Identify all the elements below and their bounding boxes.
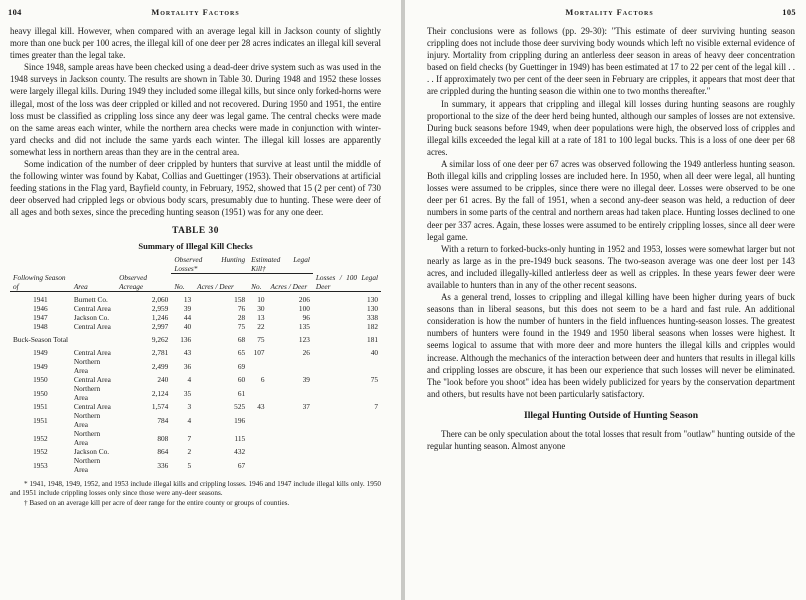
table-row [10,348,381,357]
table-cell: 808 [157,433,169,443]
table-cell [248,384,267,402]
table-cell: 67 [237,460,246,470]
table-cell: 336 [157,460,169,470]
table-row [10,402,381,411]
col-header-legal-no: No. [251,282,262,292]
table-cell: Northern Area [73,357,101,376]
table-cell: 65 [237,348,246,358]
group-header-observed: Observed Hunting Losses* [171,255,248,274]
total-cell: 123 [298,335,310,345]
total-cell: 68 [237,335,246,345]
table-cell: 1941 [33,295,48,305]
table-cell: 206 [298,295,310,305]
table-cell: 69 [237,361,246,371]
table-cell: 44 [183,313,192,323]
table-cell: 1951 [33,402,48,412]
table-cell: 13 [257,313,265,323]
table-cell: 100 [298,304,310,314]
illegal-kill-table [10,255,381,475]
table-cell: Northern Area [73,411,101,430]
table-cell [248,447,267,456]
left-page-header [8,8,383,17]
table-row [10,313,381,322]
table-row [10,304,381,313]
table-cell: 240 [157,375,169,385]
table-cell: 2,781 [151,348,169,358]
right-paragraph: There can be only speculation about the total losses that result from "outlaw" hunting outside of the regular hunting season. Almost anyone [427,429,795,452]
right-page-body [427,25,795,452]
left-page [0,0,401,600]
table-cell: 2,124 [151,388,169,398]
col-header-observed-no: No. [174,282,185,292]
left-page-number: 104 [8,8,22,17]
table-cell: 40 [183,322,192,332]
right-paragraph: A similar loss of one deer per 67 acres was observed following the 1949 antlerless hunting season. Both illegal kills and crippling losses are included here. In 1950, when all deer were legal, all hunting losses were assumed to be cripples, since there were no illegal deer. Losses were observed to be one deer per 61 acres. By the fall of 1951, when a second any-deer season was held, a reduction of deer numbers in some parts of the central and northern areas had taken place. Hunting losses declined to one deer per 337 acres. Again, these losses were assumed to be entirely crippling losses, since all deer were legal game. [427,159,795,242]
table-cell: 40 [370,348,378,358]
table-cell: 1947 [33,313,48,323]
table-cell: Northern Area [73,456,101,475]
col-header-acreage: Observed Acreage [119,273,148,292]
table-cell: Central Area [73,322,111,332]
table-rows-later-seasons [10,348,381,474]
table-cell: 1949 [33,348,48,358]
table-cell [313,411,381,429]
table-cell: 35 [183,388,192,398]
table-cell: 7 [187,433,192,443]
table-cell: 107 [253,348,265,358]
table-cell: 30 [257,304,265,314]
table-cell: 784 [157,415,169,425]
table-cell: Central Area [73,375,111,385]
table-cell: 1950 [33,375,48,385]
table-cell: 1949 [33,361,48,371]
table-row [10,322,381,331]
table-cell: 158 [234,295,246,305]
table-cell: 1951 [33,415,48,425]
total-cell: 136 [180,335,192,345]
right-page-number: 105 [782,8,796,17]
table-cell [268,357,313,375]
table-cell: Northern Area [73,429,101,448]
table-cell: 6 [260,375,265,385]
table-cell [313,357,381,375]
table-cell [268,447,313,456]
left-page-body [10,25,381,509]
table-cell [268,411,313,429]
table-cell: Northern Area [73,384,101,403]
table-cell: 39 [302,375,310,385]
table-cell: 61 [237,388,246,398]
table-cell [313,384,381,402]
table-cell: 13 [183,295,192,305]
table-cell: 39 [183,304,192,314]
table-cell: 1952 [33,433,48,443]
group-header-estimated: Estimated Legal Kill† [248,255,313,274]
table-footnotes [10,480,381,508]
table-cell: 2,499 [151,361,169,371]
table-cell: Central Area [73,402,111,412]
table-row [10,429,381,447]
table-cell: 7 [374,402,378,412]
table-row [10,456,381,474]
left-running-head: Mortality Factors [151,8,240,17]
total-cell: 9,262 [151,335,169,345]
table-cell: 130 [367,295,378,305]
table-rows-buck-seasons [10,295,381,331]
table-cell: Jackson Co. [73,313,110,323]
table-cell [313,447,381,456]
table-cell [268,384,313,402]
table-cell: 43 [183,348,192,358]
table-cell: 338 [367,313,378,323]
table-cell: 22 [257,322,265,332]
table-cell: 3 [187,402,192,412]
col-header-area: Area [73,282,88,292]
table-cell: 96 [302,313,310,323]
table-caption: TABLE 30 [172,225,219,236]
table-row [10,295,381,304]
table-cell: 135 [298,322,310,332]
total-cell: 75 [257,335,265,345]
table-cell: Central Area [73,304,111,314]
table-cell: 525 [234,402,246,412]
table-cell: 1946 [33,304,48,314]
table-cell [268,456,313,474]
table-cell: Central Area [73,348,111,358]
table-cell: 75 [370,375,378,385]
table-cell: 26 [302,348,310,358]
table-subcaption: Summary of Illegal Kill Checks [138,240,253,251]
table-cell: 115 [234,433,246,443]
table-cell: 432 [234,447,246,457]
table-cell: Burnett Co. [73,295,108,305]
table-cell: 130 [367,304,378,314]
table-row [10,357,381,375]
table-cell: 2,060 [151,295,169,305]
table-cell [313,456,381,474]
table-cell: 76 [237,304,246,314]
table-cell: 60 [237,375,246,385]
table-cell: 2 [187,447,192,457]
table-row [10,384,381,402]
table-cell: 2,997 [151,322,169,332]
col-header-legal-acres-per-deer: Acres / Deer [270,282,308,292]
table-cell [248,429,267,447]
table-cell: 1953 [33,460,48,470]
table-footnote: * 1941, 1948, 1949, 1952, and 1953 include illegal kills and crippling losses. 1946 and 1947 include illegal kills only. 1950 and 1951 include crippling losses only since those were any-deer seasons. [10,480,381,498]
table-cell: 1,574 [151,402,169,412]
table-cell: 1950 [33,388,48,398]
table-cell: 10 [257,295,265,305]
right-page-header [423,8,796,17]
table-cell [248,456,267,474]
total-label: Buck-Season Total [13,335,69,345]
table-row [10,375,381,384]
table-cell: 2,959 [151,304,169,314]
right-paragraph: As a general trend, losses to crippling and illegal killing have been higher during years of buck seasons than in liberal seasons, but this does not seem to be a hard and fast rule. An additional consideration is how the number of hunters in the field influences hunting-season losses. The greatest numbers of hunters were found in the 1949 and 1950 liberal seasons when losses were highest. It seems logical to assume that with more deer and more hunters the illegal kills and cripples would increase. Although the mechanics of the interaction between deer and hunters that results in illegal kills and crippling losses are obscure, it has been our experience that such losses will never be eliminated. The "look before you shoot" idea has been widely publicized for years by the conservation department and others, but results have not been particularly satisfactory. [427,292,795,399]
table-cell: 43 [257,402,265,412]
table-cell: 75 [237,322,246,332]
right-page [405,0,806,600]
total-cell: 181 [367,335,378,345]
left-paragraph: Some indication of the number of deer crippled by hunters that survive at least until the middle of the following winter was found by Kabat, Collias and Guettinger (1953). Their observations at artificial feeding stations in the Flag yard, Bayfield county, in February, 1952, showed that 15 (2 per cent) of 730 deer observed had crippled legs or obvious body scars, presumably due to hunting. These were deer of all ages and both sexes, since the preceding hunting season (1951) was for any one deer. [10,159,381,218]
table-cell: 4 [187,415,192,425]
table-cell: 864 [157,447,169,457]
table-cell [268,429,313,447]
left-paragraph: Since 1948, sample areas have been checked using a dead-deer drive system such as was used in the 1948 surveys in Jackson county. The results are shown in Table 30. During 1948 and 1952 these losses were largely illegal kills. During 1949 they included some illegal kills, but since only forked-horns were illegal, most of the loss was deer crippled or killed and not recovered. During 1950 and 1951, the entire loss must be classified as crippling loss since any deer was legal game. The central checks were made on the same areas each winter, while the northern area checks were made in conjunction with winter-yard checks and did not include the same yards each winter. The illegal kill losses are apparently somewhat less in northern areas than they are in the central area. [10,62,381,157]
right-paragraph: With a return to forked-bucks-only hunting in 1952 and 1953, losses were somewhat larger but not nearly as large as in the pre-1949 buck seasons. The two-season average was one deer lost per 143 acres, and included illegally-killed antlerless deer as well as cripples. In these years fewer deer were available to hunters than in any of the other recent seasons. [427,243,795,290]
right-paragraph: Their conclusions were as follows (pp. 29-30): "This estimate of deer surviving hunting season crippling does not include those deer surviving body wounds which left no visible external evidence of injury. Mortality from crippling during an antlerless deer season in areas of heavy deer concentration based on field checks (by Guettinger in 1949) has been estimated at 17 to 22 per cent of the legal kill . . . . If approximately two per cent of the deer seen in February are cripples, it appears that most deer that are crippled during the hunting season die within one to two months thereafter." [427,26,795,97]
table-cell: 5 [187,460,192,470]
table-cell [248,357,267,375]
table-cell: 36 [183,361,192,371]
table-cell: Jackson Co. [73,447,110,457]
right-running-head: Mortality Factors [565,8,654,17]
table-cell [248,411,267,429]
col-header-observed-acres-per-deer: Acres / Deer [197,282,234,292]
table-cell: 4 [187,375,192,385]
table-row [10,411,381,429]
section-heading: Illegal Hunting Outside of Hunting Season [523,409,699,421]
table-footnote: † Based on an average kill per acre of deer range for the entire county or groups of counties. [24,499,290,508]
col-header-losses-per-100: Losses / 100 Legal Deer [315,273,378,292]
right-paragraph: In summary, it appears that crippling and illegal kill losses during hunting seasons are roughly proportional to the size of the deer herd being hunted, although our samples of losses are not extensive. During buck seasons before 1949, when deer populations were high, the observed loss of cripples and illegal kills exceeded the legal kill at a rate of 181 to 100 legal bucks. This is a loss of one deer per 68 acres. [427,98,795,157]
table-cell: 28 [237,313,246,323]
table-cell: 37 [302,402,310,412]
table-total-row [10,335,381,344]
table-cell: 182 [367,322,378,332]
table-cell: 1,246 [151,313,169,323]
table-cell: 1952 [33,447,48,457]
table-cell: 1948 [33,322,48,332]
table-cell: 196 [234,415,246,425]
col-header-season: Following Season of [13,273,66,292]
table-row [10,447,381,456]
table-cell [313,429,381,447]
left-paragraph: heavy illegal kill. However, when compared with an average legal kill in Jackson county of slightly more than one buck per 100 acres, the illegal kill of one deer per 28 acres indicates an illegal kill several times greater than the legal take. [10,26,381,61]
